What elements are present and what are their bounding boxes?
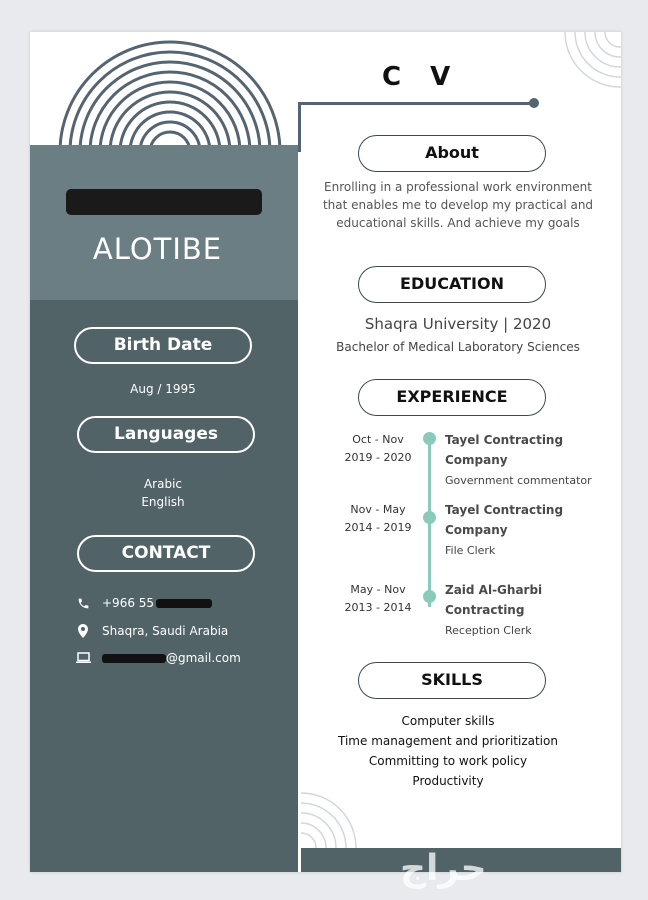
contact-email-row bbox=[74, 651, 241, 665]
contact-email: @gmail.com bbox=[166, 651, 241, 665]
experience-months: Oct - Nov bbox=[352, 433, 404, 446]
experience-years: 2013 - 2014 bbox=[344, 601, 412, 614]
contact-phone-row bbox=[74, 596, 212, 610]
contact-phone: +966 55 bbox=[102, 596, 155, 610]
skill-item: Time management and prioritization bbox=[338, 734, 558, 748]
contact-label: CONTACT bbox=[121, 543, 211, 563]
contact-heading bbox=[77, 535, 255, 572]
concentric-arcs-decoration bbox=[55, 37, 285, 152]
skills-heading bbox=[358, 662, 546, 699]
name-last: ALOTIBE bbox=[92, 232, 223, 266]
laptop-icon bbox=[74, 652, 92, 664]
skill-item: Productivity bbox=[412, 774, 484, 788]
contact-location-row bbox=[74, 624, 228, 638]
experience-years: 2019 - 2020 bbox=[344, 451, 412, 464]
languages-label: Languages bbox=[114, 424, 218, 444]
faint-arcs-bottom bbox=[301, 792, 381, 848]
language-item: Arabic bbox=[143, 477, 183, 491]
birth-date-label: Birth Date bbox=[113, 335, 213, 355]
experience-role: Reception Clerk bbox=[445, 624, 532, 637]
experience-date bbox=[336, 501, 420, 537]
education-university: Shaqra University | 2020 bbox=[364, 315, 552, 333]
phone-icon bbox=[74, 597, 92, 610]
experience-company: Zaid Al-Gharbi Contracting bbox=[445, 583, 543, 617]
contact-location: Shaqra, Saudi Arabia bbox=[102, 624, 229, 638]
title-connector-line bbox=[298, 102, 534, 105]
watermark-logo bbox=[400, 848, 487, 889]
about-text: Enrolling in a professional work environment that enables me to develop my practical and educational skills. And achieve my goals bbox=[322, 180, 594, 230]
cv-page bbox=[30, 32, 621, 872]
birth-date-heading bbox=[74, 327, 252, 364]
experience-company: Tayel Contracting Company bbox=[445, 433, 564, 467]
experience-date bbox=[336, 431, 420, 467]
experience-label: EXPERIENCE bbox=[396, 387, 508, 406]
experience-months: May - Nov bbox=[350, 583, 406, 596]
skill-item: Committing to work policy bbox=[368, 754, 528, 768]
languages-heading bbox=[77, 416, 255, 453]
skills-label: SKILLS bbox=[421, 670, 483, 689]
education-label: EDUCATION bbox=[400, 274, 504, 293]
cv-title: C V bbox=[382, 62, 461, 92]
experience-date bbox=[336, 581, 420, 617]
education-degree: Bachelor of Medical Laboratory Sciences bbox=[336, 340, 580, 354]
about-label: About bbox=[425, 143, 479, 162]
title-connector-vertical bbox=[298, 102, 301, 152]
watermark-text: حراج bbox=[400, 848, 487, 889]
skill-item: Computer skills bbox=[401, 714, 495, 728]
title-connector-dot bbox=[529, 98, 539, 108]
location-pin-icon bbox=[74, 624, 92, 638]
birth-date-value: Aug / 1995 bbox=[130, 382, 196, 396]
experience-company: Tayel Contracting Company bbox=[445, 503, 564, 537]
name-panel bbox=[30, 145, 298, 300]
about-heading bbox=[358, 135, 546, 172]
experience-years: 2014 - 2019 bbox=[344, 521, 412, 534]
language-item: English bbox=[141, 495, 185, 509]
timeline-dot bbox=[423, 511, 436, 524]
faint-arcs-top-right bbox=[540, 32, 621, 92]
experience-role: Government commentator bbox=[445, 474, 592, 487]
phone-redaction bbox=[156, 599, 212, 608]
education-heading bbox=[358, 266, 546, 303]
email-redaction bbox=[102, 654, 166, 663]
name-redaction bbox=[66, 189, 262, 215]
experience-months: Nov - May bbox=[350, 503, 406, 516]
experience-role: File Clerk bbox=[445, 544, 496, 557]
experience-heading bbox=[358, 379, 546, 416]
timeline-dot bbox=[423, 590, 436, 603]
timeline-dot bbox=[423, 432, 436, 445]
